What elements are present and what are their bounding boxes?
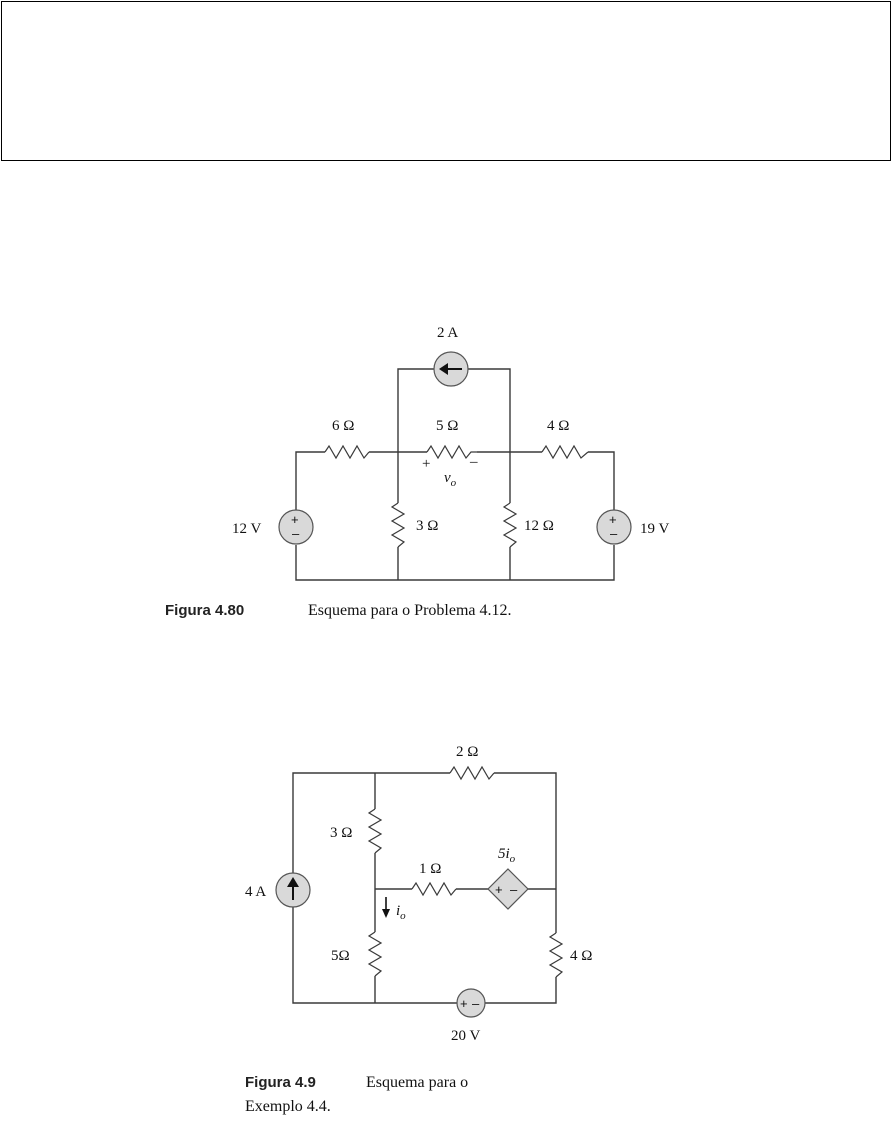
- label-12v: 12 V: [232, 521, 262, 537]
- resistor-2ohm: [450, 767, 494, 779]
- label-4a: 4 A: [245, 884, 267, 900]
- wire-bottom: [296, 545, 614, 580]
- label-3ohm: 3 Ω: [416, 518, 439, 534]
- figure-4-9: [245, 744, 592, 1115]
- label-dependent: $5i_o$: [498, 846, 516, 865]
- arrow-head: [382, 909, 390, 918]
- plus-sign: +: [291, 512, 299, 527]
- resistor-12ohm: [504, 503, 516, 547]
- resistor-4ohm: [542, 446, 588, 458]
- minus-sign: –: [292, 526, 300, 541]
- plus-sign: +: [609, 512, 617, 527]
- figure-caption: Esquema para o Problema 4.12.: [308, 602, 512, 619]
- label-1ohm: 1 Ω: [419, 861, 442, 877]
- label-2ohm: 2 Ω: [456, 744, 479, 760]
- minus-sign: –: [472, 996, 480, 1011]
- resistor-4ohm: [550, 933, 562, 977]
- dependent-voltage-source: [488, 869, 528, 909]
- minus-sign: –: [510, 882, 518, 897]
- label-6ohm: 6 Ω: [332, 418, 355, 434]
- figure-label: Figura 4.80: [165, 602, 245, 619]
- label-minus: –: [470, 454, 478, 470]
- label-plus: +: [422, 456, 431, 472]
- label-3ohm: 3 Ω: [330, 825, 353, 841]
- minus-sign: –: [610, 526, 618, 541]
- label-vo: $v_o$: [444, 470, 457, 489]
- label-5ohm: 5 Ω: [436, 418, 459, 434]
- plus-sign: +: [460, 996, 468, 1011]
- wire-outer-left: [293, 773, 556, 933]
- plus-sign: +: [495, 882, 503, 897]
- label-2a: 2 A: [437, 325, 459, 341]
- label-5ohm: 5Ω: [331, 948, 350, 964]
- label-4ohm: 4 Ω: [547, 418, 570, 434]
- label-19v: 19 V: [640, 521, 670, 537]
- label-12ohm: 12 Ω: [524, 518, 554, 534]
- figure-caption-line2: Exemplo 4.4.: [245, 1098, 331, 1115]
- figure-label: Figura 4.9: [245, 1074, 316, 1091]
- label-io: $i_o$: [396, 903, 406, 922]
- label-20v: 20 V: [451, 1028, 481, 1044]
- resistor-3ohm: [369, 809, 381, 853]
- figure-caption-line1: Esquema para o: [366, 1074, 469, 1091]
- resistor-3ohm: [392, 503, 404, 547]
- resistor-1ohm: [412, 883, 456, 895]
- figure-4-80: [165, 325, 669, 619]
- resistor-5ohm: [369, 932, 381, 976]
- resistor-6ohm: [325, 446, 369, 458]
- label-4ohm: 4 Ω: [570, 948, 593, 964]
